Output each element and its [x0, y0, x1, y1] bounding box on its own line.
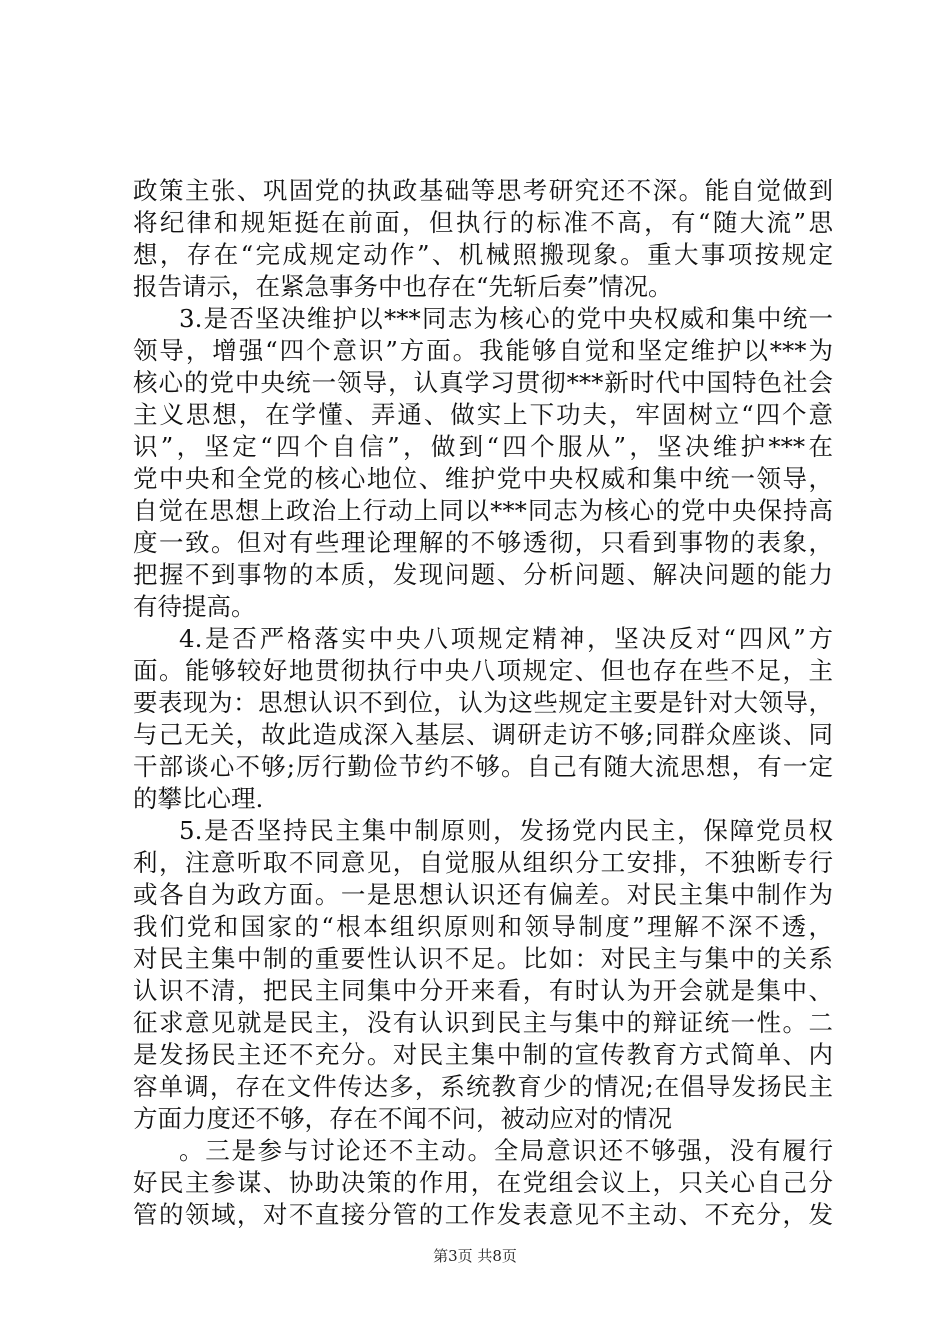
text-line: 将纪律和规矩挺在前面，但执行的标准不高，有“随大流”思 — [133, 208, 833, 237]
text-line: 要表现为：思想认识不到位，认为这些规定主要是针对大领导， — [133, 688, 833, 717]
text-line: 度一致。但对有些理论理解的不够透彻，只看到事物的表象， — [133, 528, 833, 557]
text-line: 认识不清，把民主同集中分开来看，有时认为开会就是集中、 — [133, 976, 833, 1005]
text-line: 的攀比心理. — [133, 784, 264, 813]
text-line: 有待提高。 — [133, 592, 256, 621]
text-line: 干部谈心不够;厉行勤俭节约不够。自己有随大流思想，有一定 — [133, 752, 833, 781]
text-line: 我们党和国家的“根本组织原则和领导制度”理解不深不透， — [133, 912, 833, 941]
text-line: 是发扬民主还不充分。对民主集中制的宣传教育方式简单、内 — [133, 1040, 833, 1069]
text-line: 方面力度还不够，存在不闻不问，被动应对的情况 — [133, 1104, 672, 1133]
text-line: 党中央和全党的核心地位、维护党中央权威和集中统一领导， — [133, 464, 833, 493]
text-line: 主义思想，在学懂、弄通、做实上下功夫，牢固树立“四个意 — [133, 400, 833, 429]
text-line: 与己无关，故此造成深入基层、调研走访不够;同群众座谈、同 — [133, 720, 833, 749]
text-line: 识”，坚定“四个自信”，做到“四个服从”，坚决维护***在 — [133, 432, 833, 461]
text-line: 5.是否坚持民主集中制原则，发扬党内民主，保障党员权 — [179, 816, 833, 845]
text-line: 3.是否坚决维护以***同志为核心的党中央权威和集中统一 — [179, 304, 833, 333]
page-number-footer: 第3页 共8页 — [433, 1247, 517, 1265]
text-line: 管的领域，对不直接分管的工作发表意见不主动、不充分，发 — [133, 1200, 833, 1229]
text-line: 对民主集中制的重要性认识不足。比如：对民主与集中的关系 — [133, 944, 833, 973]
text-line: 面。能够较好地贯彻执行中央八项规定、但也存在些不足，主 — [133, 656, 833, 685]
text-line: 征求意见就是民主，没有认识到民主与集中的辩证统一性。二 — [133, 1008, 833, 1037]
text-line: 政策主张、巩固党的执政基础等思考研究还不深。能自觉做到 — [133, 176, 833, 205]
document-body — [133, 175, 833, 1231]
text-line: 领导，增强“四个意识”方面。我能够自觉和坚定维护以***为 — [133, 336, 833, 365]
text-line: 自觉在思想上政治上行动上同以***同志为核心的党中央保持高 — [133, 496, 833, 525]
text-line: 或各自为政方面。一是思想认识还有偏差。对民主集中制作为 — [133, 880, 833, 909]
text-line: 。三是参与讨论还不主动。全局意识还不够强，没有履行 — [179, 1136, 833, 1165]
text-line: 想，存在“完成规定动作”、机械照搬现象。重大事项按规定 — [133, 240, 833, 269]
text-line: 好民主参谋、协助决策的作用，在党组会议上，只关心自己分 — [133, 1168, 833, 1197]
text-line: 4.是否严格落实中央八项规定精神，坚决反对“四风”方 — [179, 624, 833, 653]
text-line: 报告请示，在紧急事务中也存在“先斩后奏”情况。 — [133, 272, 673, 301]
text-line: 利，注意听取不同意见，自觉服从组织分工安排，不独断专行 — [133, 848, 833, 877]
text-line: 容单调，存在文件传达多，系统教育少的情况;在倡导发扬民主 — [133, 1072, 833, 1101]
text-line: 核心的党中央统一领导，认真学习贯彻***新时代中国特色社会 — [133, 368, 833, 397]
text-line: 把握不到事物的本质，发现问题、分析问题、解决问题的能力 — [133, 560, 833, 589]
